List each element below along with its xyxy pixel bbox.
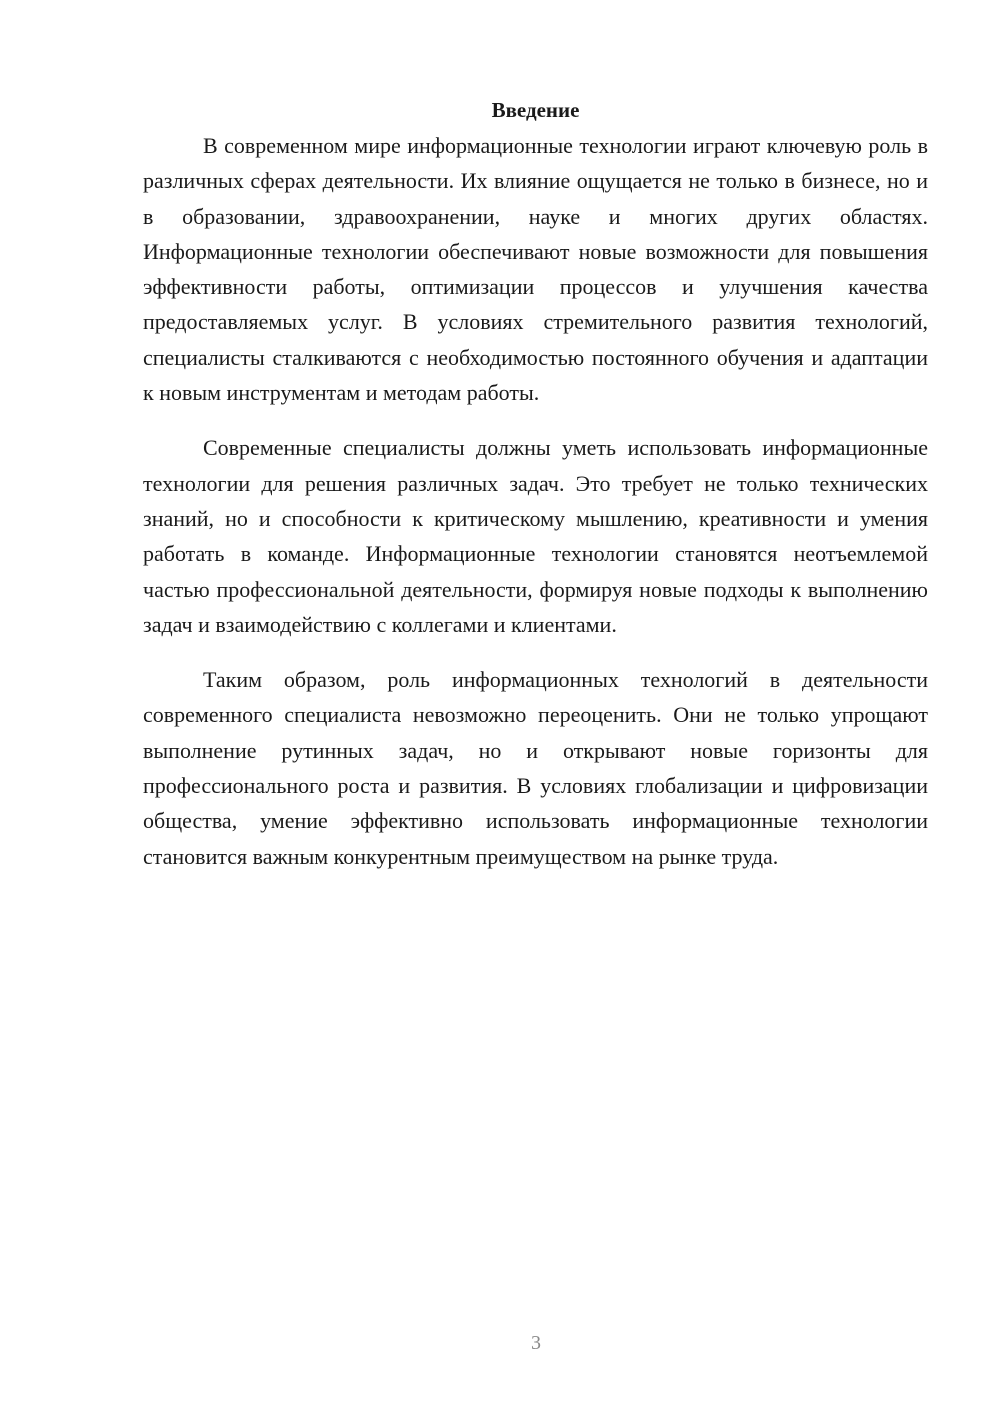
paragraph-2: Современные специалисты должны уметь использовать информационные технологии для решения различных задач. Это требует не только технических знаний, но и способности к критическому мышлению, креативности и умения работать в команде. Информационные технологии становятся неотъемлемой частью профессиональной деятельности, формируя новые подходы к выполнению задач и взаимодействию с коллегами и клиентами. [143,435,928,637]
document-page [143,92,928,874]
section-title: Введение [491,98,580,122]
paragraph-1: В современном мире информационные технологии играют ключевую роль в различных сферах деятельности. Их влияние ощущается не только в бизнесе, но и в образовании, здравоохранении, науке и многих других областях. Информационные технологии обеспечивают новые возможности для повышения эффективности работы, оптимизации процессов и улучшения качества предоставляемых услуг. В условиях стремительного развития технологий, специалисты сталкиваются с необходимостью постоянного обучения и адаптации к новым инструментам и методам работы. [143,133,928,406]
page-number: 3 [531,1332,541,1354]
paragraph-3: Таким образом, роль информационных технологий в деятельности современного специалиста невозможно переоценить. Они не только упрощают выполнение рутинных задач, но и открывают новые горизонты для профессионального роста и развития. В условиях глобализации и цифровизации общества, умение эффективно использовать информационные технологии становится важным конкурентным преимуществом на рынке труда. [143,667,928,869]
